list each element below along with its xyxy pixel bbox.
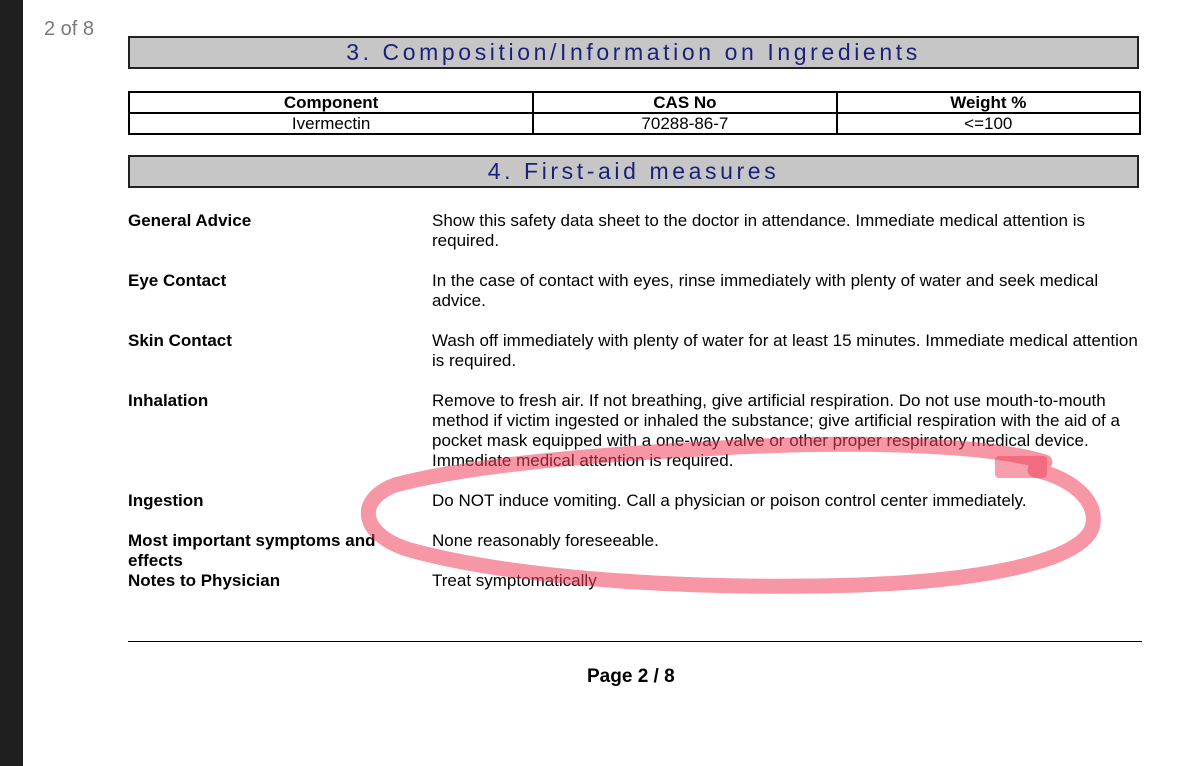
label-symptoms: Most important symptoms and effects xyxy=(128,531,376,570)
text-general-advice: Show this safety data sheet to the doctor in attendance. Immediate medical attention is required. xyxy=(432,211,1085,250)
cell-cas-no: 70288-86-7 xyxy=(533,113,836,134)
label-general-advice: General Advice xyxy=(128,211,252,230)
column-header-weight: Weight % xyxy=(837,92,1140,113)
column-header-cas-no: CAS No xyxy=(533,92,836,113)
text-eye-contact: In the case of contact with eyes, rinse immediately with plenty of water and seek medical advice. xyxy=(432,271,1099,310)
page-counter: 2 of 8 xyxy=(44,18,95,40)
text-inhalation: Remove to fresh air. If not breathing, give artificial respiration. Do not use mouth-to-mouth method if victim ingested or inhaled the substance; give artificial respiration with the aid of a pocket mask equipped with a one-way valve or other proper respiratory medical device. Immediate medical attention is required. xyxy=(432,391,1120,470)
label-skin-contact: Skin Contact xyxy=(128,331,232,350)
text-symptoms: None reasonably foreseeable. xyxy=(432,531,659,550)
section-3-header xyxy=(128,36,1139,69)
footer-divider xyxy=(128,641,1142,642)
text-ingestion: Do NOT induce vomiting. Call a physician or poison control center immediately. xyxy=(432,491,1027,510)
cell-weight: <=100 xyxy=(837,113,1140,134)
page-number: Page 2 / 8 xyxy=(587,666,675,687)
text-notes-to-physician: Treat symptomatically xyxy=(432,571,597,590)
viewer-left-edge xyxy=(0,0,23,766)
section-3-title: 3. Composition/Information on Ingredients xyxy=(346,39,921,65)
label-inhalation: Inhalation xyxy=(128,391,209,410)
label-eye-contact: Eye Contact xyxy=(128,271,227,290)
composition-table xyxy=(128,91,1141,135)
column-header-component: Component xyxy=(129,92,533,113)
section-4-header xyxy=(128,155,1139,188)
section-4-title: 4. First-aid measures xyxy=(487,158,780,184)
text-skin-contact: Wash off immediately with plenty of water for at least 15 minutes. Immediate medical attention is required. xyxy=(432,331,1138,370)
table-header-row xyxy=(129,92,1140,113)
table-row xyxy=(129,113,1140,134)
cell-component: Ivermectin xyxy=(129,113,533,134)
label-notes-to-physician: Notes to Physician xyxy=(128,571,281,590)
label-ingestion: Ingestion xyxy=(128,491,204,510)
